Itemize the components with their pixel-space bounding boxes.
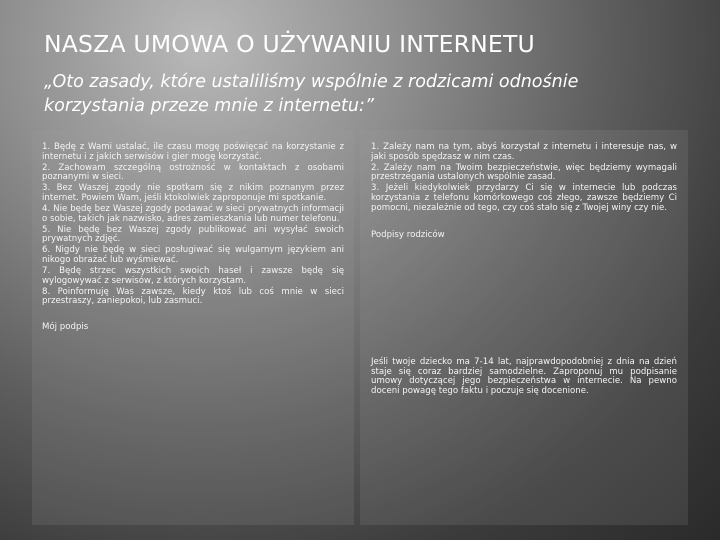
info-note: Jeśli twoje dziecko ma 7-14 lat, najprawdopodobniej z dnia na dzień staje się coraz bardziej samodzielne. Zaproponuj mu podpisanie umowy dotyczącej jego bezpieczeństwa w internecie. Na pewno doceni powagę tego faktu i poczuje się docenione. [371,357,677,396]
rule-item-4: 4. Nie będę bez Waszej zgody podawać w sieci prywatnych informacji o sobie, takich jak nazwisko, adres zamieszkania lub numer telefonu. [42,204,344,224]
rule-item-8: 8. Poinformuję Was zawsze, kiedy ktoś lub coś mnie w sieci przestraszy, zaniepokoi, lub zasmuci. [42,286,344,307]
child-signature-label: Mój podpis [42,322,89,332]
child-rules-column [42,143,344,333]
rule-item-2: 2. Zachowam szczególną ostrożność w kontaktach z osobami poznanymi w sieci. [42,162,344,183]
parent-item-1: 1. Zależy nam na tym, abyś korzystał z internetu i interesuje nas, w jaki sposób spędzasz w nim czas. [371,142,677,162]
rule-item-6: 6. Nigdy nie będę w sieci posługiwać się wulgarnym językiem ani nikogo obrażać lub wyśmiewać. [42,245,344,266]
rule-item-1: 1. Będę z Wami ustalać, ile czasu mogę poświęcać na korzystanie z internetu i z jakich serwisów i gier mogę korzystać. [42,142,344,162]
page-title: NASZA UMOWA O UŻYWANIU INTERNETU [44,30,535,58]
rule-item-3: 3. Bez Waszej zgody nie spotkam się z nikim poznanym przez internet. Powiem Wam, jeśli ktokolwiek zaproponuje mi spotkanie. [42,183,344,203]
parent-item-2: 2. Zależy nam na Twoim bezpieczeństwie, więc będziemy wymagali przestrzegania ustalonych wspólnie zasad. [371,162,677,183]
parent-item-3: 3. Jeżeli kiedykolwiek przydarzy Ci się w internecie lub podczas korzystania z telefonu komórkowego coś złego, zawsze będziemy Ci pomocni, niezależnie od tego, czy coś stało się z Twojej winy czy nie. [371,183,677,213]
parents-signature-label: Podpisy rodziców [371,230,445,241]
parent-rules-column [371,143,677,241]
rule-item-7: 7. Będę strzec wszystkich swoich haseł i zawsze będę się wylogowywać z serwisów, z których korzystam. [42,266,344,286]
subtitle: „Oto zasady, które ustaliliśmy wspólnie z rodzicami odnośnie korzystania przeze mnie z internetu:” [44,72,579,116]
rule-item-5: 5. Nie będę bez Waszej zgody publikować ani wysyłać swoich prywatnych zdjęć. [42,224,344,245]
